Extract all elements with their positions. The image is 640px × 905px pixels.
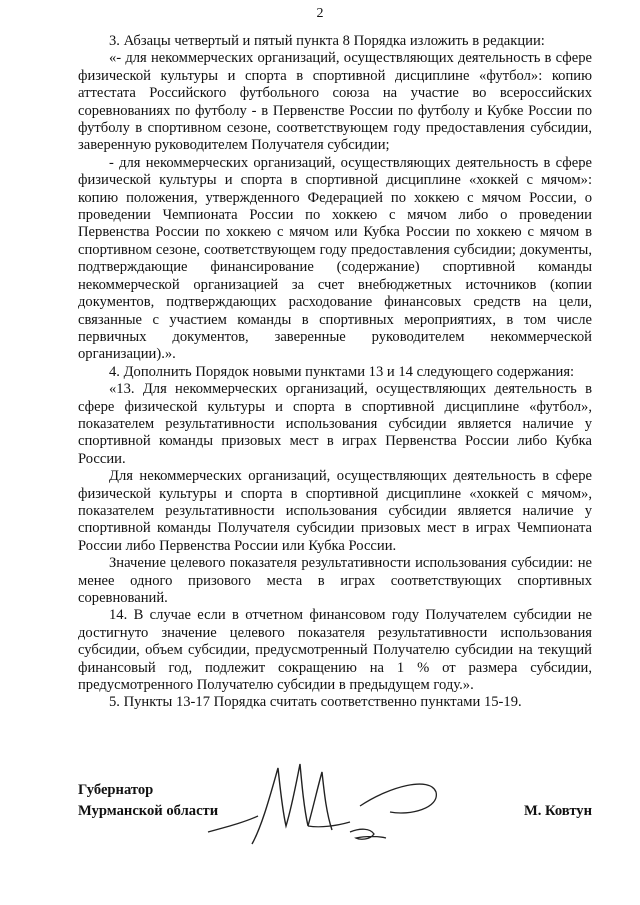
page-number: 2 (316, 6, 324, 21)
signatory-position (78, 780, 218, 822)
paragraph-14: 14. В случае если в отчетном финансовом году Получателем субсидии не достигнуто значение целевого показателя результативности использования субсидии, объем субсидии, предусмотренный Получателю субсидии на текущий финансовый год, подлежит сокращению на 1 % от размера субсидии, предусмотренного Получателю субсидии в предыдущем году.». (78, 607, 592, 694)
paragraph-13-football: «13. Для некоммерческих организаций, осуществляющих деятельность в сфере физической культуры и спорта в спортивной дисциплине «футбол», показателем результативности использования субсидии является наличие у спортивной команды призовых мест в играх Первенства России либо Кубка России. (78, 381, 592, 467)
paragraph-3-heading: 3. Абзацы четвертый и пятый пункта 8 Порядка изложить в редакции: (109, 33, 545, 49)
signatory-name: М. Ковтун (523, 803, 592, 819)
paragraph-target-value: Значение целевого показателя результативности использования субсидии: не менее одного призового места в играх соответствующих спортивных соревнований. (78, 555, 592, 606)
paragraph-4-heading: 4. Дополнить Порядок новыми пунктами 13 и 14 следующего содержания: (109, 363, 575, 380)
handwritten-signature-icon (200, 756, 450, 856)
paragraph-13-bandy: Для некоммерческих организаций, осуществляющих деятельность в сфере физической культуры и спорта в спортивной дисциплине «хоккей с мячом», показателем результативности использования субсидии является наличие у спортивной команды Получателя субсидии призовых мест в играх Чемпионата России либо Первенства России или Кубка России. (78, 468, 592, 554)
signature-block (0, 780, 640, 880)
paragraph-bandy-docs: - для некоммерческих организаций, осуществляющих деятельность в сфере физической культуры и спорта в спортивной дисциплине «хоккей с мячом»: копию положения, утвержденного Федерацией по хоккею с мячом России, о проведении Чемпионата России по хоккею с мячом либо о проведении Первенства России по хоккею с мячом или Кубка России по хоккею с мячом в спортивном сезоне, соответствующем году предоставления субсидии; документы, подтверждающие финансирование (содержание) спортивной команды некоммерческой организацией за счет внебюджетных источников (копии документов, подтверждающих расходование финансовых средств на цели, связанные с участием команды в спортивных мероприятиях, в том числе первичных документов, заверенные руководителем некоммерческой организации).». (78, 154, 592, 363)
signatory-title-line2: Мурманской области (78, 803, 219, 819)
signatory-title-line1: Губернатор (78, 782, 154, 798)
paragraph-5: 5. Пункты 13-17 Порядка считать соответственно пунктами 15-19. (109, 694, 522, 711)
paragraph-football-docs: «- для некоммерческих организаций, осуществляющих деятельность в сфере физической культуры и спорта в спортивной дисциплине «футбол»: копию аттестата Российского футбольного союза на участие во всероссийских соревнованиях по футболу - в Первенстве России по футболу и Кубке России по футболу в спортивном сезоне, соответствующем году предоставления субсидии, заверенную руководителем Получателя субсидии; (78, 50, 592, 154)
document-body (78, 33, 592, 712)
